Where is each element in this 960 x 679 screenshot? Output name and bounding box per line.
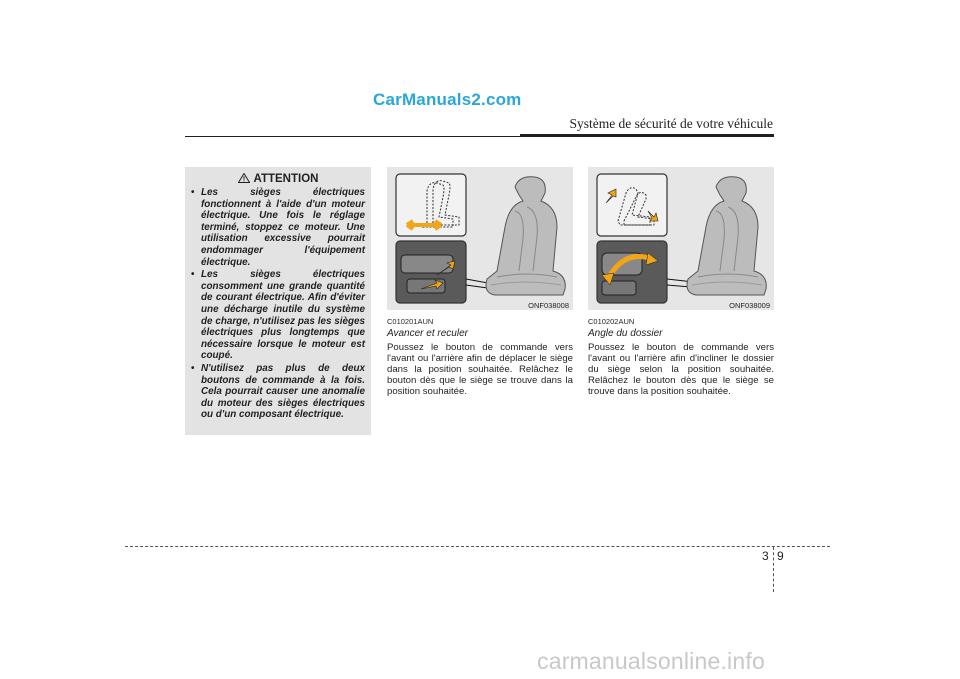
section-code: C010202AUN [588, 317, 635, 326]
page-number: 9 [777, 549, 784, 563]
attention-box [185, 167, 371, 435]
section-title: Système de sécurité de votre véhicule [569, 116, 773, 131]
figure-code: ONF038008 [528, 301, 569, 310]
seat-illustration-icon [588, 167, 774, 310]
section-subtitle: Angle du dossier [588, 328, 663, 339]
figure-code: ONF038009 [729, 301, 770, 310]
attention-title: ATTENTION [253, 173, 319, 185]
section-body: Poussez le bouton de commande vers l'avant ou l'arrière afin d'incliner le dossier du siège selon la position souhaitée. Relâchez le bouton dès que le siège se trouve dans la position souhaitée. [588, 342, 774, 397]
seat-slide-illustration [387, 167, 573, 310]
seatback-angle-illustration [588, 167, 774, 310]
chapter-number: 3 [762, 549, 769, 563]
section-subtitle: Avancer et reculer [387, 328, 468, 339]
attention-item: • Les sièges électriques fonctionnent à l'aide d'un moteur électrique. Une fois le réglage terminé, stoppez ce moteur. Une utilisation excessive pourrait endommager l'équipement électrique. [191, 187, 365, 268]
attention-heading [185, 173, 371, 186]
warning-triangle-icon [238, 173, 250, 186]
section-code: C010201AUN [387, 317, 434, 326]
attention-item: • Les sièges électriques consomment une grande quantité de courant électrique. Afin d'éviter une décharge inutile du système de charge, n'utilisez pas les sièges électriques plus longtemps que nécessaire lorsque le moteur est coupé. [191, 269, 365, 362]
header-rule-thick [520, 134, 774, 137]
footer-rule [125, 546, 830, 547]
header-rule [185, 136, 520, 137]
footer-divider [773, 547, 774, 592]
watermark-top: CarManuals2.com [373, 90, 522, 109]
section-body: Poussez le bouton de commande vers l'avant ou l'arrière afin de déplacer le siège dans la position souhaitée. Relâchez le bouton dès que le siège se trouve dans la position souhaitée. [387, 342, 573, 397]
watermark-bottom: carmanualsonline.info [537, 648, 765, 674]
seat-illustration-icon [387, 167, 573, 310]
attention-list [191, 187, 365, 422]
attention-item: • N'utilisez pas plus de deux boutons de commande à la fois. Cela pourrait causer une anomalie du moteur des sièges électriques ou d'un composant électrique. [191, 362, 365, 421]
